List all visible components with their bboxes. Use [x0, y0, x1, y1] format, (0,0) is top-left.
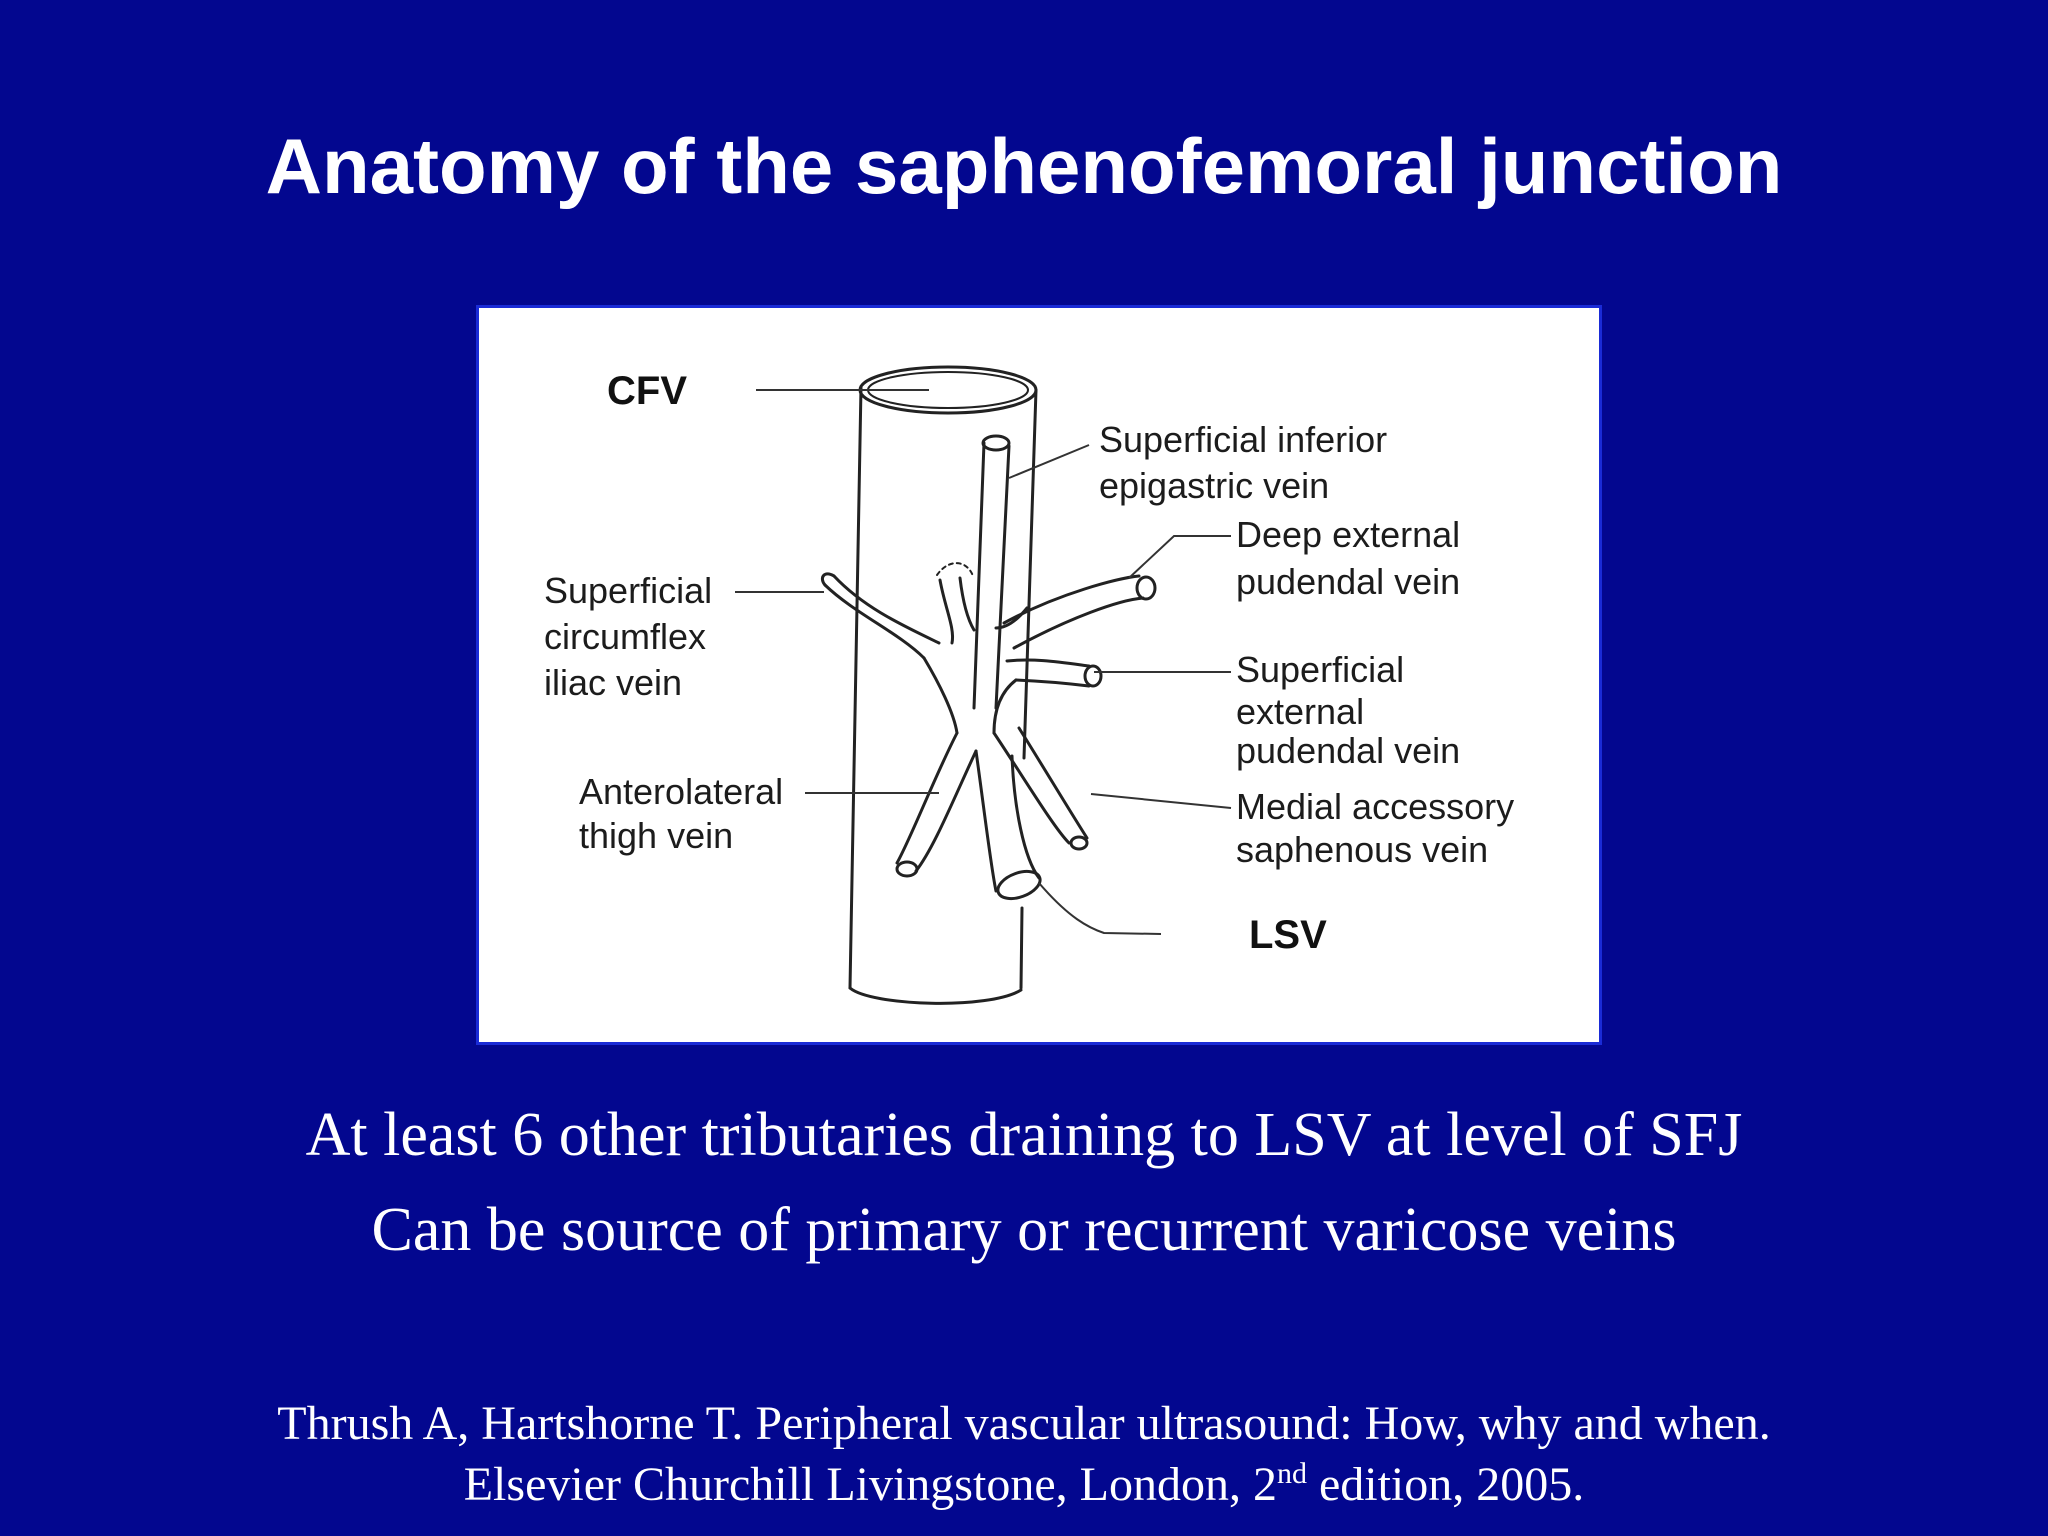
label-anterolateral-thigh-2: thigh vein: [579, 815, 734, 856]
label-cfv: CFV: [607, 369, 687, 413]
label-deep-external-pudendal-2: pudendal vein: [1236, 561, 1461, 602]
leader-lsv: [1039, 883, 1161, 934]
reference-line-1: Thrush A, Hartshorne T. Peripheral vascular ultrasound: How, why and when.: [277, 1397, 1771, 1450]
body-text-line-2: Can be source of primary or recurrent varicose veins: [371, 1196, 1677, 1264]
reference-superscript: nd: [1276, 1457, 1307, 1490]
saphenofemoral-diagram: [476, 305, 1602, 1045]
label-medial-accessory-saphenous-2: saphenous vein: [1236, 829, 1489, 870]
label-sup-circumflex-iliac-3: iliac vein: [544, 662, 683, 703]
reference-line-2: [0, 1455, 2048, 1515]
label-deep-external-pudendal-1: Deep external: [1236, 514, 1461, 555]
body-text-line-1: At least 6 other tributaries draining to LSV at level of SFJ: [305, 1101, 1743, 1169]
label-sup-circumflex-iliac-1: Superficial: [544, 570, 713, 611]
label-sup-external-pudendal-3: pudendal vein: [1236, 730, 1461, 771]
label-lsv: LSV: [1249, 913, 1327, 957]
leader-sup-inferior-epigastric: [1009, 445, 1089, 478]
leader-medial-accessory-saphenous: [1091, 794, 1231, 808]
label-sup-external-pudendal-2: external: [1236, 691, 1365, 732]
leader-deep-external-pudendal: [1129, 536, 1231, 578]
cfv-vessel: [850, 387, 861, 988]
reference-line-2-end: edition, 2005.: [1306, 1458, 1585, 1511]
label-medial-accessory-saphenous-1: Medial accessory: [1236, 786, 1515, 827]
label-sup-external-pudendal-1: Superficial: [1236, 649, 1405, 690]
slide-title: Anatomy of the saphenofemoral junction: [265, 122, 1783, 210]
vein-illustration: [479, 308, 1599, 1042]
reference-line-2-start: Elsevier Churchill Livingstone, London, 2: [463, 1458, 1277, 1511]
label-sup-inferior-epigastric-2: epigastric vein: [1099, 465, 1330, 506]
cfv-vessel-right-wall: [1024, 390, 1036, 758]
cfv-vessel-lower-right-wall: [1021, 908, 1022, 988]
label-sup-inferior-epigastric-1: Superficial inferior: [1099, 419, 1388, 460]
label-anterolateral-thigh-1: Anterolateral: [579, 771, 784, 812]
label-sup-circumflex-iliac-2: circumflex: [544, 616, 707, 657]
